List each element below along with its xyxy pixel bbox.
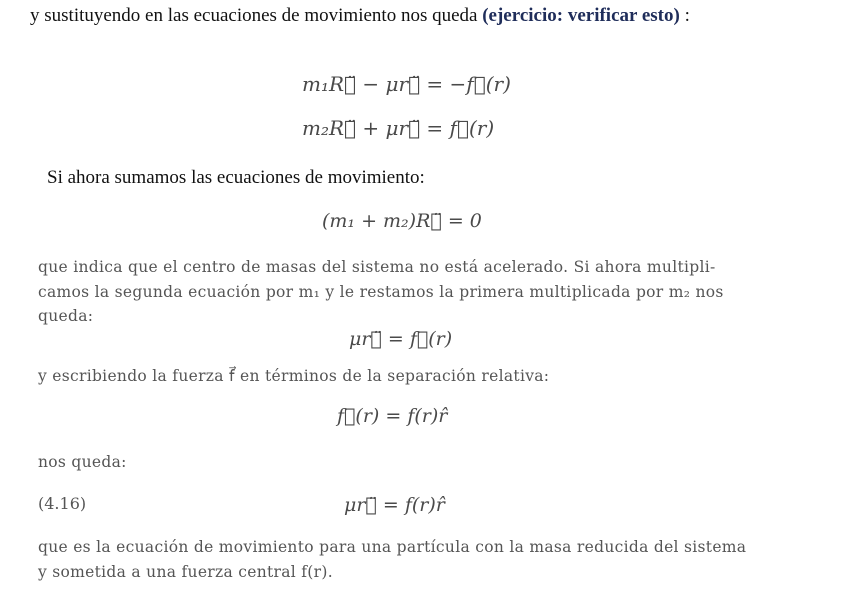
paragraph-1-line-3: queda:	[38, 307, 94, 325]
equation-2: m₂R⃗̈ + μr⃗̈ = f⃗(r)	[302, 116, 495, 140]
equation-4: μr⃗̈ = f⃗(r)	[349, 328, 453, 350]
equation-1: m₁R⃗̈ − μr⃗̈ = −f⃗(r)	[302, 72, 511, 96]
paragraph-3: nos queda:	[38, 453, 127, 471]
equation-6: μr⃗̈ = f(r)r̂	[344, 494, 445, 516]
intro-line	[30, 5, 690, 27]
sum-heading: Si ahora sumamos las ecuaciones de movimiento:	[47, 167, 425, 188]
paragraph-1-line-2: camos la segunda ecuación por m₁ y le restamos la primera multiplicada por m₂ nos	[38, 283, 724, 301]
intro-tail: :	[679, 5, 690, 26]
paragraph-4-line-1: que es la ecuación de movimiento para una partícula con la masa reducida del sistema	[38, 538, 747, 556]
equation-5: f⃗(r) = f(r)r̂	[337, 405, 448, 427]
paragraph-2: y escribiendo la fuerza f⃗ en términos de la separación relativa:	[38, 367, 550, 385]
equation-3: (m₁ + m₂)R⃗̈ = 0	[322, 210, 482, 232]
paragraph-4-line-2: y sometida a una fuerza central f(r).	[38, 563, 333, 581]
intro-emphasis: (ejercicio: verificar esto)	[482, 5, 680, 26]
equation-number: (4.16)	[38, 494, 87, 513]
paragraph-1-line-1: que indica que el centro de masas del sistema no está acelerado. Si ahora multipli-	[38, 258, 716, 276]
intro-text: y sustituyendo en las ecuaciones de movimiento nos queda	[30, 5, 483, 26]
